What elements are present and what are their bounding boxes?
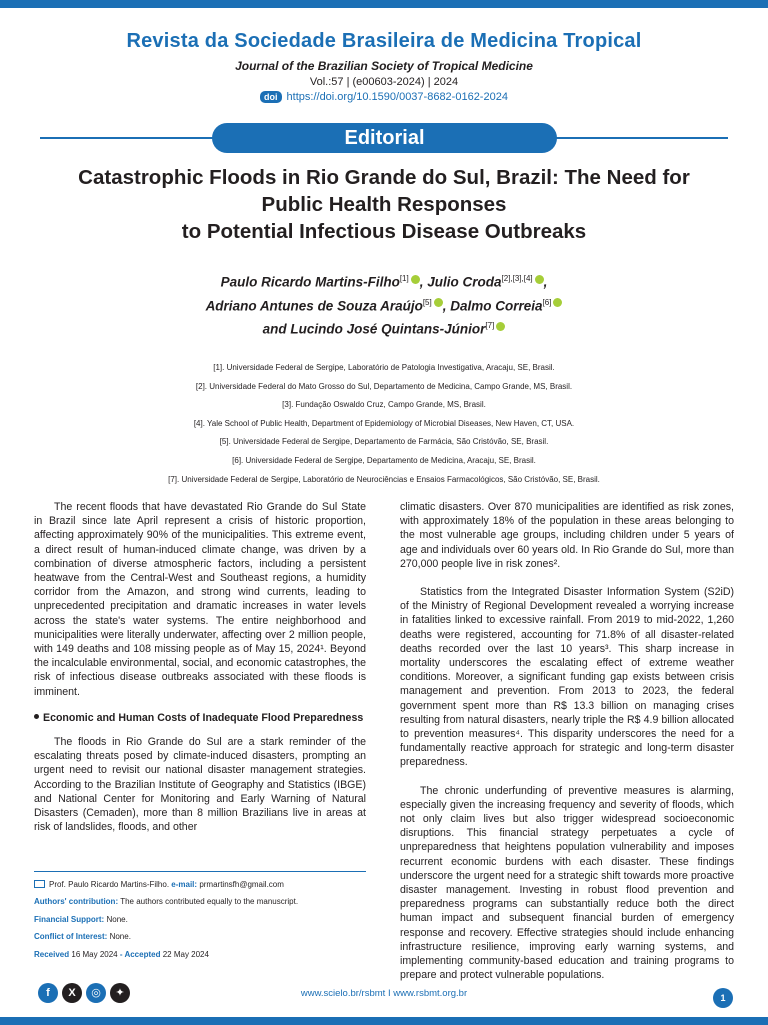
author-name: and Lucindo José Quintans-Júnior bbox=[262, 321, 486, 337]
author-affiliation-ref: [6] bbox=[542, 297, 552, 307]
journal-title: Revista da Sociedade Brasileira de Medicina Tropical bbox=[126, 30, 642, 52]
body-paragraph: The chronic underfunding of preventive measures is alarming, especially given the increasing frequency and severity of floods, which not only claim lives but also trigger widespread socioeconomic disruptions. This financial strategy perpetuates a cycle of unpreparedness that heightens population vulnerability and imposes recurrent economic burdens with each disaster. These findings underscore the urgent need for a strategic shift towards more proactive disaster management. Investing in robust flood prevention and preparedness programs can substantially reduce both the direct human impact and subsequent financial burden of emergency response and recovery. Effective strategies should include enhancing infrastructure resilience, improving early warning systems, and implementing community-based education and training programs to prepare and protect vulnerable populations. bbox=[400, 784, 734, 982]
body-column-right bbox=[400, 500, 734, 983]
body-paragraph: Statistics from the Integrated Disaster Information System (S2iD) of the Ministry of Regional Development revealed a worrying increase in fatalities linked to excessive rainfall. From 2019 to mid-2022, 1,260 deaths were registered, accounting for 71.8% of all disaster-related deaths recorded over the last 10 years³. This sharp increase in mortality underscores the escalating effect of extreme weather conditions. Moreover, a significant funding gap exists between crisis management and prevention. From 2013 to 2023, the federal government spent more than R$ 13.3 billion on managing crises resulting from natural disasters, nearly triple the R$ 4.9 billion allocated to prevention measures⁴. This disparity underscores the need for a fundamentally reactive approach for strategic and long-term disaster preparedness. bbox=[400, 586, 734, 769]
affiliation-item: [3]. Fundação Oswaldo Cruz, Campo Grande, MS, Brasil. bbox=[282, 400, 486, 410]
author-separator: , bbox=[442, 298, 451, 313]
volume-info: Vol.:57 | (e00603-2024) | 2024 bbox=[309, 76, 459, 88]
author-affiliation-ref: [1] bbox=[399, 274, 409, 283]
bottom-accent-bar bbox=[0, 1017, 768, 1025]
title-line: Catastrophic Floods in Rio Grande do Sul, Brazil: The Need for bbox=[78, 166, 690, 189]
affiliation-item: [4]. Yale School of Public Health, Department of Epidemiology of Microbial Diseases, New Haven, CT, USA. bbox=[193, 418, 575, 428]
body-paragraph: The floods in Rio Grande do Sul are a stark reminder of the escalating threats posed by climate-induced disasters, prompting an urgent need to revisit our national disaster management strategies. According to the Brazilian Institute of Geography and Statistics (IBGE) and National Center for Monitoring and Early Warning of Natural Disasters (Cemaden), more than 8 million Brazilians live in areas at risk of landslides, floods, and other bbox=[34, 736, 366, 834]
affiliation-item: [7]. Universidade Federal de Sergipe, Laboratório de Neurociências e Ensaios Farmacológicos, São Cristóvão, SE, Brasil. bbox=[168, 474, 600, 484]
email-label: e-mail: bbox=[171, 880, 198, 889]
page-number: 1 bbox=[713, 988, 733, 1008]
financial-support: Financial Support: None. bbox=[34, 914, 128, 924]
author-affiliation-ref: [7] bbox=[485, 321, 495, 330]
facebook-icon[interactable]: f bbox=[38, 983, 58, 1003]
doi-line bbox=[0, 91, 768, 103]
top-accent-bar bbox=[0, 0, 768, 8]
journal-header bbox=[0, 30, 768, 103]
author-line bbox=[40, 316, 728, 340]
orcid-icon[interactable] bbox=[496, 322, 505, 331]
title-line: Public Health Responses bbox=[261, 193, 507, 216]
author-affiliation-ref: [2],[3],[4] bbox=[501, 274, 533, 283]
affiliation-item: [6]. Universidade Federal de Sergipe, Departamento de Medicina, Aracaju, SE, Brasil. bbox=[232, 455, 536, 465]
author-name: Dalmo Correia bbox=[450, 298, 543, 313]
envelope-icon bbox=[34, 880, 45, 888]
affiliation-item: [5]. Universidade Federal de Sergipe, Departamento de Farmácia, São Cristóvão, SE, Brasil. bbox=[219, 437, 549, 447]
journal-subtitle: Journal of the Brazilian Society of Tropical Medicine bbox=[235, 59, 533, 73]
instagram-icon[interactable]: ◎ bbox=[86, 983, 106, 1003]
author-name: Adriano Antunes de Souza Araújo bbox=[205, 298, 423, 313]
corresponding-author: Prof. Paulo Ricardo Martins-Filho. e-mail: prmartinsfh@gmail.com bbox=[34, 876, 374, 893]
author-name: Paulo Ricardo Martins-Filho bbox=[220, 274, 400, 290]
footnotes bbox=[34, 876, 374, 963]
section-label: Editorial bbox=[212, 123, 557, 153]
footer-links[interactable]: www.scielo.br/rsbmt I www.rsbmt.org.br bbox=[300, 988, 468, 999]
section-heading-text: Economic and Human Costs of Inadequate Flood Preparedness bbox=[43, 711, 364, 724]
footnote-divider bbox=[34, 871, 366, 872]
affiliation-list bbox=[40, 359, 728, 489]
affiliation-item: [2]. Universidade Federal do Mato Grosso do Sul, Departamento de Medicina, Campo Grande, MS, Brasil. bbox=[195, 381, 573, 391]
society-logo-icon[interactable]: ✦ bbox=[110, 983, 130, 1003]
received-accepted-dates: Received 16 May 2024 - Accepted 22 May 2024 bbox=[34, 949, 209, 959]
title-line: to Potential Infectious Disease Outbreaks bbox=[181, 220, 587, 243]
section-heading bbox=[34, 711, 366, 725]
affiliation-item: [1]. Universidade Federal de Sergipe, Laboratório de Patologia Investigativa, Aracaju, SE, Brasil. bbox=[213, 363, 555, 372]
orcid-icon[interactable] bbox=[553, 298, 562, 307]
author-affiliation-ref: [5] bbox=[422, 297, 432, 307]
author-list bbox=[40, 269, 728, 340]
article-title bbox=[40, 164, 728, 245]
orcid-icon[interactable] bbox=[411, 275, 420, 284]
author-separator: , bbox=[419, 274, 428, 290]
orcid-icon[interactable] bbox=[434, 298, 443, 307]
author-separator: , bbox=[543, 274, 548, 290]
body-paragraph: climatic disasters. Over 870 municipalities are identified as risk zones, with approximately 18% of the population in these areas belonging to the most vulnerable age groups, including children under 5 years of age and individuals over 60 years old. In Rio Grande do Sul, more than 270,000 people live in risk zones². bbox=[400, 501, 734, 570]
author-contribution: Authors' contribution: The authors contributed equally to the manuscript. bbox=[34, 897, 299, 907]
author-line bbox=[40, 293, 728, 317]
email-link[interactable]: prmartinsfh@gmail.com bbox=[199, 880, 284, 889]
body-paragraph: The recent floods that have devastated Rio Grande do Sul State in Brazil since late April represent a crisis of historic proportion, affecting approximately 90% of the municipalities. This extreme event, a direct result of human-induced climate change, was driven by a combination of diverse atmospheric factors, including a persistent heatwave from the Central-West and Southeast regions, a humidity corridor from the Amazon, and strong wind currents, leading to unprecedented precipitation and dramatic increases in water levels across the state's water systems. The entire neighborhood and municipalities were literally underwater, affecting over 2 million people, with 149 deaths and 108 missing people as of May 15, 2024¹. Beyond the incalculable environmental, social, and economic catastrophes, the risk of infectious disease outbreaks associated with these floods is imminent. bbox=[34, 501, 366, 698]
orcid-icon[interactable] bbox=[535, 275, 544, 284]
x-icon[interactable]: X bbox=[62, 983, 82, 1003]
author-line bbox=[40, 269, 728, 293]
doi-link[interactable]: https://doi.org/10.1590/0037-8682-0162-2024 bbox=[286, 91, 508, 103]
doi-icon: doi bbox=[260, 91, 282, 103]
conflict-of-interest: Conflict of Interest: None. bbox=[34, 932, 131, 942]
bullet-icon bbox=[34, 714, 39, 719]
author-name: Julio Croda bbox=[427, 274, 502, 290]
body-column-left bbox=[34, 500, 366, 834]
